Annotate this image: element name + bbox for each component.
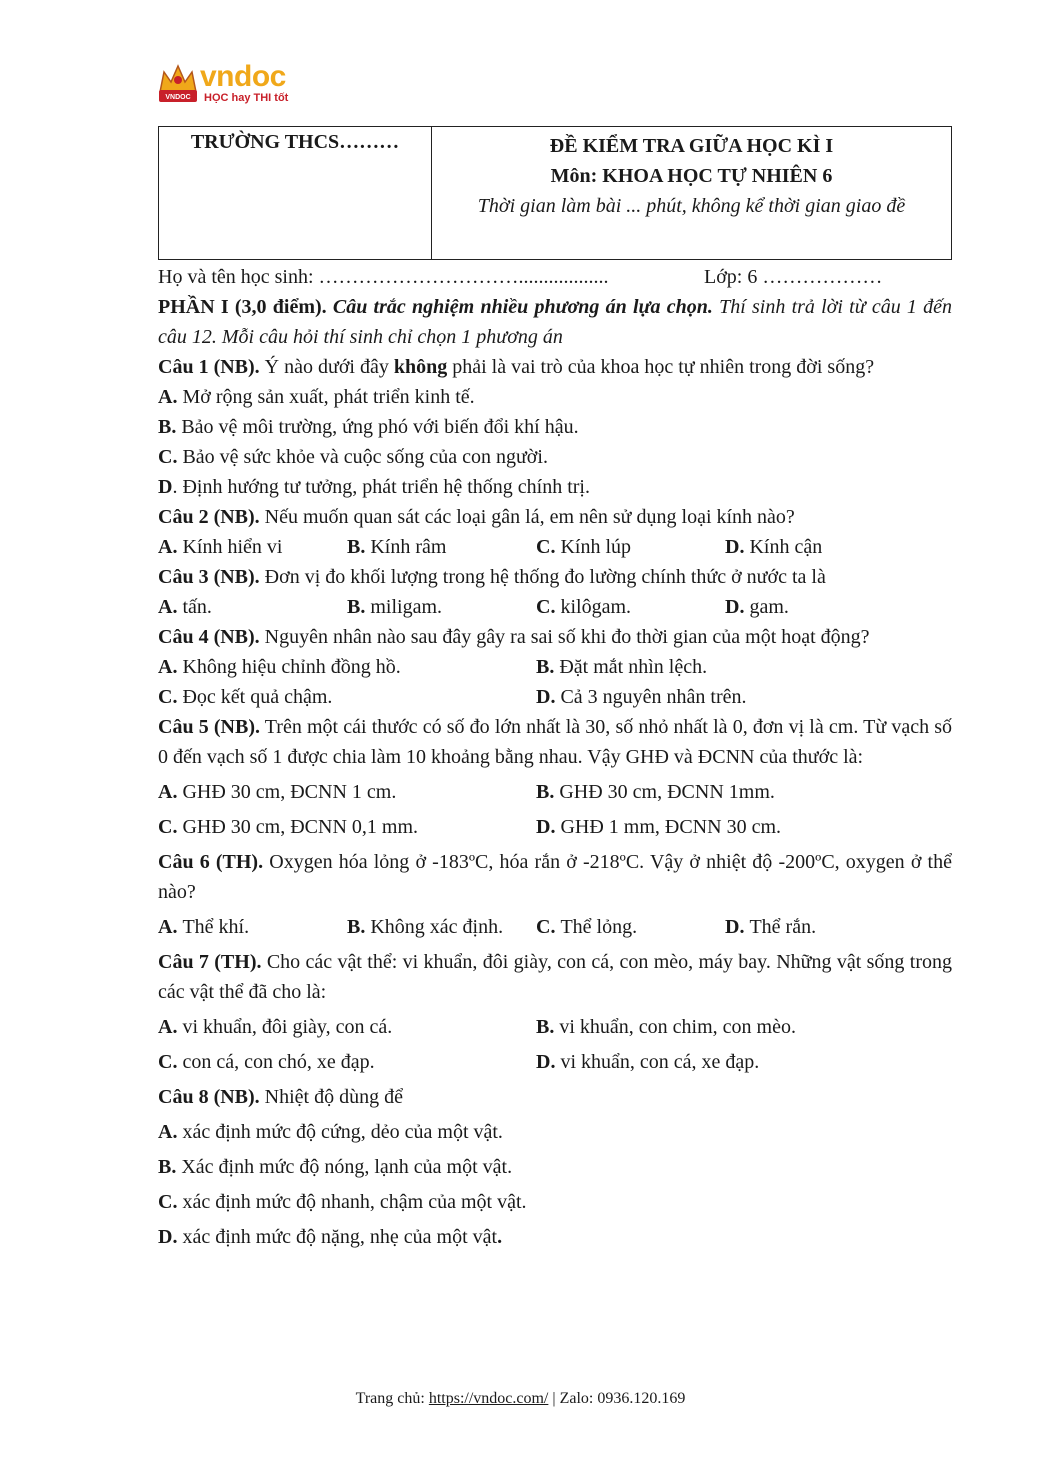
question-2 — [158, 502, 952, 532]
question-label: Câu 8 (NB). — [158, 1086, 260, 1108]
question-text: Nếu muốn quan sát các loại gân lá, em nên sử dụng loại kính nào? — [264, 506, 795, 528]
question-1 — [158, 352, 952, 382]
option-c: C. Thể lỏng. — [536, 916, 638, 938]
option-d: D. vi khuẩn, con cá, xe đạp. — [536, 1051, 760, 1073]
question-5 — [158, 712, 952, 772]
question-text: Đơn vị đo khối lượng trong hệ thống đo lường chính thức ở nước ta là — [264, 566, 826, 588]
exam-content — [158, 262, 952, 1252]
option-c: C. Đọc kết quả chậm. — [158, 686, 333, 708]
option-b: B. Kính râm — [347, 536, 447, 558]
option-d: D. Cả 3 nguyên nhân trên. — [536, 686, 747, 708]
option-c: C. Bảo vệ sức khỏe và cuộc sống của con người. — [158, 446, 548, 468]
options-row — [158, 682, 952, 712]
student-class-label: Lớp: 6 ……………… — [704, 266, 883, 288]
option-d: D. Thể rắn. — [725, 916, 817, 938]
logo-slogan: HỌC hay THI tốt — [204, 92, 289, 104]
option-b: B. GHĐ 30 cm, ĐCNN 1mm. — [536, 781, 775, 803]
page-footer — [0, 1390, 1041, 1408]
option-b: B. Đặt mắt nhìn lệch. — [536, 656, 708, 678]
option-c: C. con cá, con chó, xe đạp. — [158, 1051, 375, 1073]
question-text: phải là vai trò của khoa học tự nhiên trong đời sống? — [452, 356, 875, 378]
option-a: A. Kính hiển vi — [158, 536, 283, 558]
option-a: A. vi khuẩn, đôi giày, con cá. — [158, 1016, 393, 1038]
question-text: Ý nào dưới đây — [264, 356, 389, 378]
question-text: Nhiệt độ dùng để — [264, 1086, 403, 1108]
option-c: C. GHĐ 30 cm, ĐCNN 0,1 mm. — [158, 816, 418, 838]
option-d: D. gam. — [725, 596, 789, 618]
question-8 — [158, 1082, 952, 1112]
option-c: C. kilôgam. — [536, 596, 631, 618]
exam-subject: Môn: KHOA HỌC TỰ NHIÊN 6 — [550, 165, 833, 187]
student-name-label: Họ và tên học sinh: ………………………….................. — [158, 266, 609, 288]
header-school-cell — [159, 127, 432, 260]
option-c: C. xác định mức độ nhanh, chậm của một vật. — [158, 1191, 527, 1213]
option-d: D. GHĐ 1 mm, ĐCNN 30 cm. — [536, 816, 781, 838]
crown-logo-icon — [156, 62, 200, 106]
header-exam-cell — [432, 127, 952, 260]
question-text: Nguyên nhân nào sau đây gây ra sai số khi đo thời gian của một hoạt động? — [264, 626, 870, 648]
exam-title: ĐỀ KIỂM TRA GIỮA HỌC KÌ I — [549, 135, 834, 157]
options-row — [158, 532, 952, 562]
question-4 — [158, 622, 952, 652]
question-text: Oxygen hóa lỏng ở -183ºC, hóa rắn ở -218ºC. Vậy ở nhiệt độ -200ºC, oxygen ở thể nào? — [158, 851, 952, 903]
logo-brand-text: vndoc — [200, 60, 286, 93]
question-emphasis: không — [393, 356, 448, 378]
question-7 — [158, 947, 952, 1007]
option-a: A. Không hiệu chỉnh đồng hồ. — [158, 656, 401, 678]
options-row — [158, 592, 952, 622]
question-label: Câu 7 (TH). — [158, 951, 262, 973]
option-d: D. xác định mức độ nặng, nhẹ của một vật. — [158, 1226, 503, 1248]
option-a: A. Thể khí. — [158, 916, 250, 938]
options-row — [158, 777, 952, 807]
question-text: Trên một cái thước có số đo lớn nhất là 30, số nhỏ nhất là 0, đơn vị là cm. Từ vạch số 0 đến vạch số 1 được chia làm 10 khoảng bằng nhau. Vậy GHĐ và ĐCNN của thước là: — [158, 716, 953, 768]
footer-prefix: Trang chủ: — [355, 1390, 425, 1407]
option-b: B. vi khuẩn, con chim, con mèo. — [536, 1016, 796, 1038]
options-row — [158, 652, 952, 682]
question-label: Câu 5 (NB). — [158, 716, 260, 738]
option-b: B. Xác định mức độ nóng, lạnh của một vật. — [158, 1156, 513, 1178]
question-label: Câu 6 (TH). — [158, 851, 264, 873]
option-c: C. Kính lúp — [536, 536, 632, 558]
option-d: D. Kính cận — [725, 536, 823, 558]
exam-time-note: Thời gian làm bài ... phút, không kể thời gian giao đề — [477, 195, 906, 217]
option-a: A. Mở rộng sản xuất, phát triển kinh tế. — [158, 386, 475, 408]
part1-title-italic: Câu trắc nghiệm nhiều phương án lựa chọn. — [332, 296, 713, 318]
options-row — [158, 912, 952, 942]
question-text: Cho các vật thể: vi khuẩn, đôi giày, con cá, con mèo, máy bay. Những vật sống trong các vật thể đã cho là: — [158, 951, 952, 1003]
option-b: B. Bảo vệ môi trường, ứng phó với biến đổi khí hậu. — [158, 416, 579, 438]
part1-title: PHẦN I (3,0 điểm). — [158, 296, 327, 318]
option-a: A. GHĐ 30 cm, ĐCNN 1 cm. — [158, 781, 397, 803]
option-b: B. miligam. — [347, 596, 443, 618]
student-info-line — [158, 262, 952, 292]
part1-heading — [158, 292, 952, 352]
options-row — [158, 812, 952, 842]
question-3 — [158, 562, 952, 592]
exam-header-table — [158, 126, 952, 260]
option-a: A. xác định mức độ cứng, dẻo của một vật. — [158, 1121, 503, 1143]
homepage-link[interactable]: https://vndoc.com/ — [428, 1390, 549, 1407]
option-d: D. Định hướng tư tưởng, phát triển hệ thống chính trị. — [158, 476, 590, 498]
question-label: Câu 2 (NB). — [158, 506, 260, 528]
question-6 — [158, 847, 952, 907]
footer-zalo: | Zalo: 0936.120.169 — [552, 1390, 686, 1407]
school-name: TRƯỜNG THCS……… — [190, 131, 400, 153]
logo-badge-text: VNDOC — [165, 94, 191, 101]
vndoc-logo — [156, 62, 306, 112]
option-a: A. tấn. — [158, 596, 212, 618]
option-b: B. Không xác định. — [347, 916, 504, 938]
part1-instruction: Thí sinh trả lời từ câu 1 đến câu 12. Mỗi câu hỏi thí sinh chỉ chọn 1 phương án — [158, 296, 953, 348]
options-row — [158, 1012, 952, 1042]
question-label: Câu 3 (NB). — [158, 566, 260, 588]
question-label: Câu 1 (NB). — [158, 356, 260, 378]
options-row — [158, 1047, 952, 1077]
question-label: Câu 4 (NB). — [158, 626, 260, 648]
